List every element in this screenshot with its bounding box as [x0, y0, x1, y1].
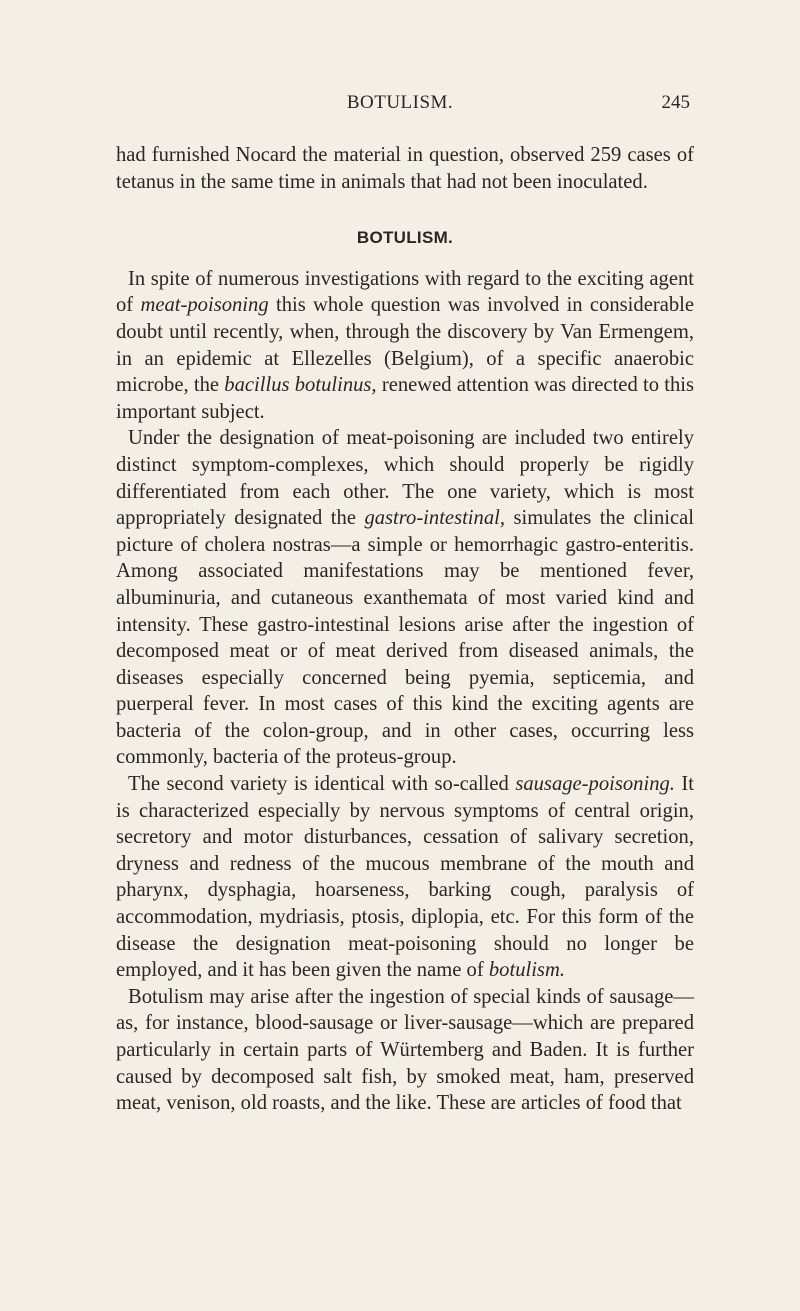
text-run: It is characterized especially by nervous symptoms of central origin, secretory and motor disturbances, cessation of salivary secretion, dryness and redness of the mucous membrane of the mouth and pharynx, dysphagia, hoarseness, barking cough, paralysis of accommodation, mydriasis, ptosis, diplopia, etc. For this form of the disease the designation meat-poisoning should no longer be employed, and it has been given the name of	[116, 773, 694, 982]
paragraph-causes: Botulism may arise after the ingestion of special kinds of sausage—as, for instance, blood-sausage or liver-sausage—which are prepared particularly in certain parts of Würtemberg and Baden. It is further caused by decomposed salt fish, by smoked meat, ham, preserved meat, venison, old roasts, and the like. These are articles of food that	[116, 985, 694, 1115]
italic-term: meat-poisoning	[140, 294, 269, 317]
page-number: 245	[661, 92, 690, 113]
text-run: In spite of numerous investigations with regard to the exciting agent of	[116, 267, 694, 317]
body-text	[116, 142, 694, 1117]
italic-term: sausage-poisoning.	[515, 773, 675, 796]
italic-term: gastro-intestinal,	[364, 507, 505, 530]
text-run: renewed attention was directed to this important subject.	[116, 374, 695, 423]
paragraph-intro	[116, 266, 694, 426]
text-run: simulates the clinical picture of cholera nostras—a simple or hemorrhagic gastro-enteritis. Among associated manifestations may be mentioned fever, albuminuria, and cutaneous exanthemata of most varied kind and intensity. These gastro-intestinal lesions arise after the ingestion of decomposed meat or of meat derived from diseased animals, the diseases especially concerned being pyemia, septicemia, and puerperal fever. In most cases of this kind the exciting agents are bacteria of the colon-group, and in other cases, occurring less commonly, bacteria of the proteus-group.	[116, 507, 694, 769]
italic-term: bacillus botulinus,	[224, 374, 377, 397]
text-run: Under the designation of meat-poisoning are included two entirely distinct symptom-complexes, which should properly be rigidly differentiated from each other. The one variety, which is most appropriately designated the	[116, 427, 694, 530]
text-run: this whole question was involved in considerable doubt until recently, when, through the discovery by Van Ermengem, in an epidemic at Ellezelles (Belgium), of a specific anaerobic microbe, the	[116, 294, 694, 397]
paragraph-continuation: had furnished Nocard the material in question, observed 259 cases of tetanus in the same time in animals that had not been inoculated.	[116, 144, 694, 193]
running-title: BOTULISM.	[346, 92, 454, 113]
paragraph-varieties	[116, 425, 694, 771]
section-heading: BOTULISM.	[356, 228, 454, 248]
italic-term: botulism.	[488, 959, 565, 982]
text-run: The second variety is identical with so-called	[128, 773, 516, 796]
paragraph-second-variety	[116, 771, 694, 984]
